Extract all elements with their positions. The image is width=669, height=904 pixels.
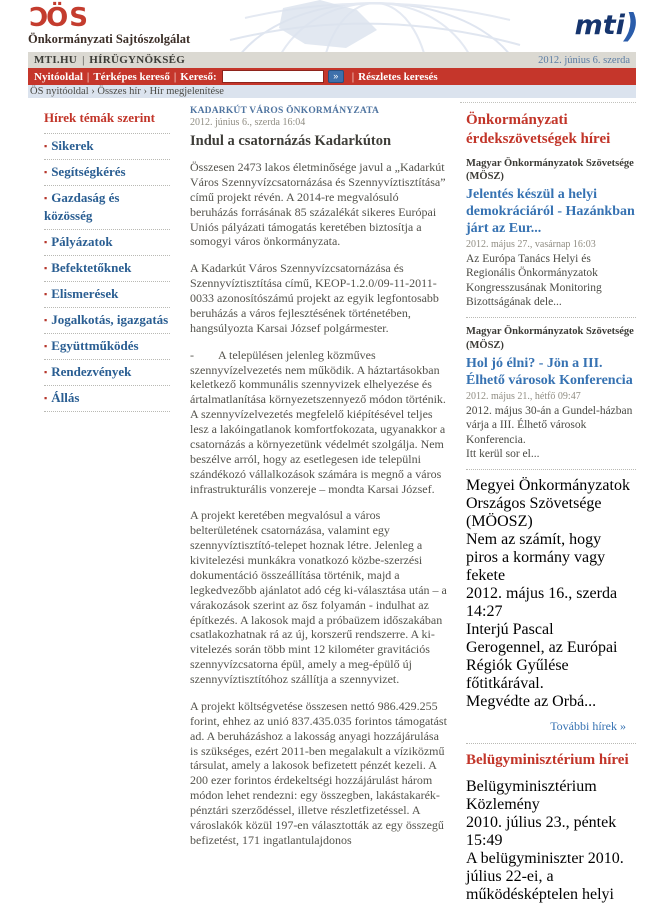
mti-hu-link[interactable]: MTI.HU	[34, 54, 78, 66]
news-date: 2012. május 27., vasárnap 16:03	[466, 238, 596, 250]
sidebar-item-label[interactable]: Sikerek	[51, 138, 94, 153]
sidebar-item-label[interactable]: Befektetőknek	[51, 260, 132, 275]
news-teaser: A belügyminiszter 2010. július 22-ei, a működésképtelen helyi	[466, 850, 624, 904]
news-org: Magyar Önkormányzatok Szövetsége (MÖSZ)	[466, 326, 634, 351]
separator: |	[351, 70, 355, 83]
sidebar-item-label[interactable]: Segítségkérés	[51, 164, 126, 179]
news-title-link[interactable]: Hol jó élni? - Jön a III. Élhető városok Konferencia	[466, 355, 633, 388]
separator: |	[86, 70, 90, 83]
mti-swoosh-icon: )	[623, 6, 639, 45]
news-org: Belügyminisztérium	[466, 778, 597, 796]
bullet-icon: ▪	[44, 315, 48, 325]
globe-background-graphic	[225, 0, 525, 52]
bullet-icon: ▪	[44, 167, 48, 177]
sidebar-item-elismeresek[interactable]	[44, 282, 170, 308]
news-teaser: 2012. május 30-án a Gundel-házban várja a III. Élhető városok Konferencia.	[466, 404, 633, 446]
news-date: 2012. május 21., hétfő 09:47	[466, 390, 581, 402]
news-teaser: Interjú Pascal Gerogennel, az Európai Régiók Gyűlése főtitkárával.	[466, 621, 618, 693]
sidebar-item-label[interactable]: Állás	[51, 390, 80, 405]
article-title: Indul a csatornázás Kadarkúton	[190, 133, 392, 149]
news-title-link[interactable]: Jelentés készül a helyi demokráciáról - Hazánkban járt az Eur...	[466, 186, 635, 236]
bullet-icon: ▪	[44, 141, 48, 151]
news-teaser: Itt kerül sor el...	[466, 448, 540, 461]
sidebar-item-segitsegkeres[interactable]	[44, 160, 170, 186]
article-date: 2012. június 6., szerda 16:04	[190, 117, 306, 128]
oes-logo[interactable]	[28, 3, 191, 47]
search-submit-button[interactable]: »	[328, 70, 344, 83]
current-date: 2012. június 6. szerda	[538, 54, 630, 66]
news-teaser: Az Európa Tanács Helyi és Regionális Önkormányzatok Kongresszusának Monitoring Bizottságának dele...	[466, 252, 602, 309]
sidebar-item-gazdasag[interactable]	[44, 186, 170, 230]
news-org: Magyar Önkormányzatok Szövetsége (MÖSZ)	[466, 157, 634, 182]
sidebar-item-label[interactable]: Gazdaság és közösség	[44, 190, 120, 223]
top-bar-links	[34, 54, 185, 66]
article-paragraph: - A településen jelenleg közműves szennyvízelvezetés nem működik. A háztartásokban keletkező kommunális szennyvizek elhelyezése és ártalmatlanítása környezetszennyező módon történik. A szennyvízelvezetés megfelelő kiépítésével teljes lesz a lakóingatlanok komfortfokozata, ugyanakkor a csatornázás a környezetünk védelmét szolgálja. Nem beszélve arról, hogy az esetlegesen ide települni szándékozó vállalkozások számára is megnő a város infrastrukturális vonzereje – mondta Karsai József.	[190, 347, 446, 496]
sidebar-item-egyuttmukodes[interactable]	[44, 334, 170, 360]
news-date: 2010. július 23., péntek 15:49	[466, 814, 617, 850]
nav-map-search-link[interactable]: Térképes kereső	[93, 70, 170, 83]
advanced-search-link[interactable]: Részletes keresés	[358, 70, 438, 83]
bullet-icon: ▪	[44, 237, 48, 247]
topics-sidebar-title: Hírek témák szerint	[44, 106, 170, 134]
bullet-icon: ▪	[44, 193, 48, 203]
sidebar-item-allas[interactable]	[44, 386, 170, 412]
news-org: Megyei Önkormányzatok Országos Szövetsége (MÖOSZ)	[466, 477, 630, 531]
article-source[interactable]: KADARKÚT VÁROS ÖNKORMÁNYZATA	[190, 106, 380, 116]
mti-logo[interactable]: mti)	[574, 6, 639, 45]
article-paragraph: A Kadarkút Város Szennyvízcsatornázása és Szennyvíztisztítása című, KEOP-1.2.0/09-11-2011-0033 azonosítószámú projekt az egyik legfontosabb beruházás a város fejlesztésének történetében, hangsúlyozta Karsai József polgármester.	[190, 261, 439, 335]
red-nav-bar	[28, 68, 636, 85]
bullet-icon: ▪	[44, 393, 48, 403]
sidebar-item-label[interactable]: Pályázatok	[51, 234, 113, 249]
article-lead: Összesen 2473 lakos életminősége javul a „Kadarkút Város Szennyvízcsatornázása és Szennyvíztisztítása” című projekt révén. A 2014-re megvalósuló beruházás forrásának 85 százalékát sikeres Európai Uniós pályázati támogatás keretében biztosítja a somogyi város önkormányzata.	[190, 160, 446, 249]
news-teaser: Megvédte az Orbá...	[466, 693, 597, 711]
breadcrumb[interactable]: ÖS nyitóoldal › Összes hír › Hír megjelenítése	[28, 85, 636, 98]
hirugynokseg-link[interactable]: HÍRÜGYNÖKSÉG	[89, 54, 186, 66]
topics-list	[44, 134, 170, 412]
news-date: 2012. május 16., szerda 14:27	[466, 585, 618, 621]
section-title-belugyminiszterium: Belügyminisztérium hírei	[466, 752, 629, 769]
news-title-link[interactable]: Közlemény	[466, 796, 540, 814]
sidebar-item-palyazatok[interactable]	[44, 230, 170, 256]
bullet-icon: ▪	[44, 341, 48, 351]
article-column	[178, 102, 460, 904]
sidebar-item-rendezvenyek[interactable]	[44, 360, 170, 386]
bullet-icon: ▪	[44, 263, 48, 273]
more-news-row	[466, 715, 636, 744]
sidebar-item-befektetoknek[interactable]	[44, 256, 170, 282]
news-item	[466, 325, 636, 470]
content-area	[28, 102, 636, 904]
article-paragraph: A projekt költségvetése összesen nettó 986.429.255 forint, ehhez az unió 837.435.035 forintos támogatást ad. A beruházáshoz a lakosság anyagi hozzájárulása is szükséges, ezért 2011-ben megalakult a víziközmű társulat, amely a lakosok befizetett pénzét kezeli. A 200 ezer forintos érdekeltségi hozzájárulást három módon lehet rendezni: egy összegben, lakástakarék-pénztári szerződéssel, illetve részletfizetéssel. A városlakók közül 197-en választották az egy összegű befizetést, 171 ingatlantulajdonos	[190, 698, 447, 847]
section-title-erdekszovetsegek: Önkormányzati érdekszövetségek hírei	[466, 112, 611, 147]
news-item	[466, 477, 636, 715]
oes-logo-subtitle: Önkormányzati Sajtószolgálat	[28, 32, 191, 46]
sidebar-item-jogalkotas[interactable]	[44, 308, 170, 334]
news-sidebar	[460, 102, 636, 904]
sidebar-item-label[interactable]: Elismerések	[51, 286, 119, 301]
mti-top-bar	[28, 52, 636, 68]
search-input[interactable]	[222, 70, 324, 83]
bullet-icon: ▪	[44, 367, 48, 377]
article-paragraph: A projekt keretében megvalósul a város belterületének csatornázása, valamint egy szennyvíztisztító-telepet hoznak létre. Jelenleg a kivitelezési munkákra vonatkozó közbe-szerzési dokumentáció összeállítása történik, majd a legkedvezőbb ajánlatot adó cég ki-választása után – a várakozások szerint az ősz folyamán - indulhat az építkezés. A lakosok majd a próbaüzem időszakában csatlakozhatnak rá az új, korszerű rendszerre. A ki-vitelezés során több mint 12 kilométer gravitációs szennyvízcsatorna épül, amely a meg-épülő új szennyvíztisztítóhoz szállítja a szennyvizet.	[190, 508, 447, 686]
more-news-link[interactable]: További hírek »	[550, 719, 626, 734]
separator: |	[173, 70, 177, 83]
page-header	[0, 0, 669, 52]
news-title-link[interactable]: Nem az számít, hogy piros a kormány vagy fekete	[466, 531, 606, 585]
nav-home-link[interactable]: Nyitóoldal	[34, 70, 83, 83]
sidebar-item-sikerek[interactable]	[44, 134, 170, 160]
bullet-icon: ▪	[44, 289, 48, 299]
topics-sidebar	[28, 102, 178, 904]
search-label: Kereső:	[180, 70, 217, 83]
news-item	[466, 778, 636, 904]
sidebar-item-label[interactable]: Rendezvények	[51, 364, 132, 379]
news-item	[466, 157, 636, 319]
sidebar-item-label[interactable]: Jogalkotás, igazgatás	[51, 312, 169, 327]
oes-logo-swoosh-icon: C	[28, 3, 49, 33]
separator: |	[82, 54, 85, 66]
oes-logo-mark: CÖS	[28, 3, 89, 33]
sidebar-item-label[interactable]: Együttműködés	[51, 338, 139, 353]
